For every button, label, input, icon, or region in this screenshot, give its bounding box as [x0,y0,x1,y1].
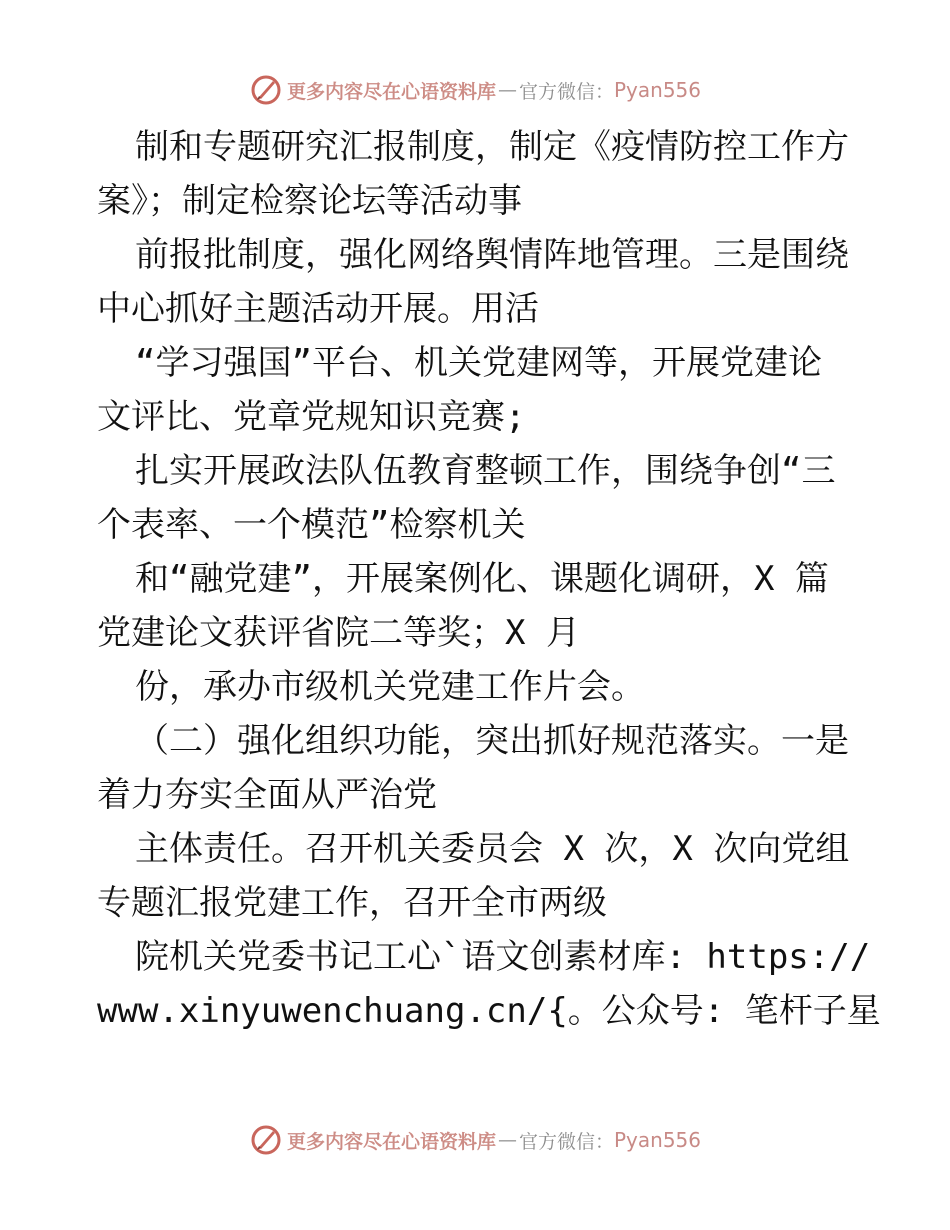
text-line: 前报批制度，强化网络舆情阵地管理。三是围绕 [135,235,849,275]
quill-circle-logo-icon [249,1123,283,1157]
text-line: 案》；制定检察论坛等活动事 [97,181,522,221]
text-line: 和“融党建”，开展案例化、课题化调研，X 篇 [135,559,829,599]
header-watermark [0,70,950,110]
watermark-separator: — [497,1129,517,1151]
text-line: 专题汇报党建工作，召开全市两级 [97,883,607,923]
text-line: 中心抓好主题活动开展。用活 [97,289,539,329]
watermark-official-label: 官方微信： [518,80,614,103]
text-line: 份，承办市级机关党建工作片会。 [135,667,645,707]
text-line: （二）强化组织功能，突出抓好规范落实。一是 [135,721,849,761]
watermark-wechat-id: Pyan556 [614,78,702,102]
text-line: 党建论文获评省院二等奖；X 月 [97,613,580,653]
text-line: www.xinyuwenchuang.cn/{。公众号: 笔杆子星 [97,991,881,1031]
text-line: 院机关党委书记工心`语文创素材库: https:// [135,937,871,977]
watermark-text: 更多内容尽在心语资料库 [286,1130,496,1153]
text-line: 着力夯实全面从严治党 [97,775,437,815]
watermark-official-label: 官方微信： [518,1130,614,1153]
text-line: 制和专题研究汇报制度，制定《疫情防控工作方 [135,127,849,167]
footer-watermark [0,1120,950,1160]
text-line: 扎实开展政法队伍教育整顿工作，围绕争创“三 [135,451,836,491]
text-line: 个表率、一个模范”检察机关 [97,505,526,545]
watermark-separator: — [497,79,517,101]
document-body [97,120,881,1038]
text-line: “学习强国”平台、机关党建网等，开展党建论 [135,343,822,383]
watermark-wechat-id: Pyan556 [614,1128,702,1152]
text-line: 主体责任。召开机关委员会 X 次，X 次向党组 [135,829,850,869]
watermark-text: 更多内容尽在心语资料库 [286,80,496,103]
text-line: 文评比、党章党规知识竞赛; [97,397,526,437]
quill-circle-logo-icon [249,73,283,107]
